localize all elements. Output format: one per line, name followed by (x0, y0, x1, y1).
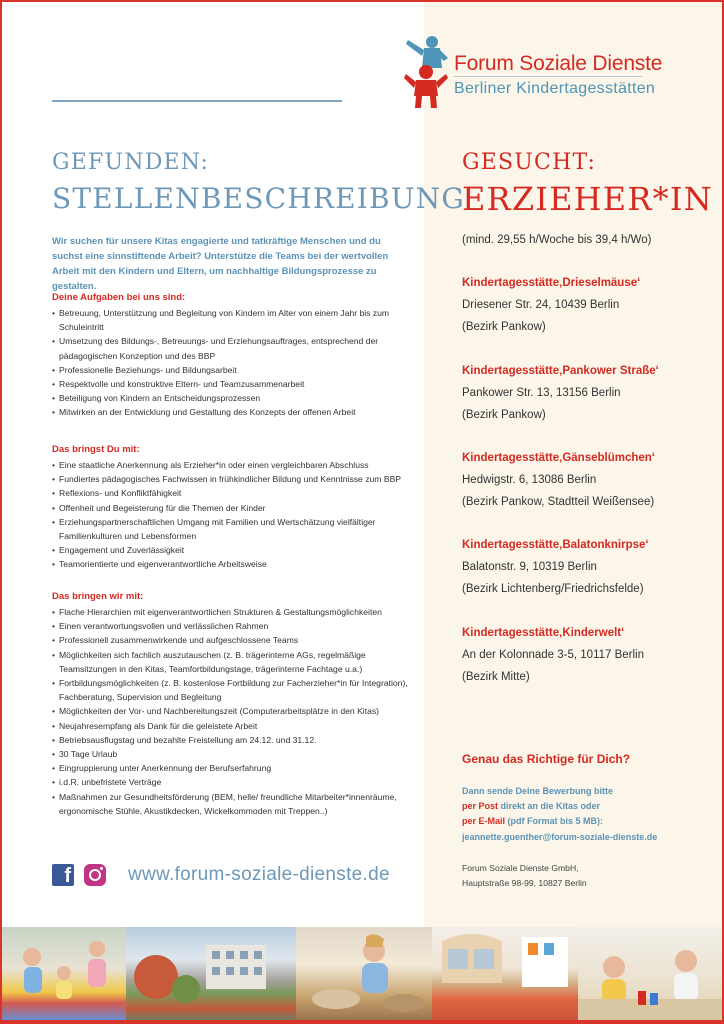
section-title: Deine Aufgaben bei uns sind: (52, 292, 186, 303)
kita-street: Driesener Str. 24, 10439 Berlin (462, 299, 620, 311)
kita-street: Balatonstr. 9, 10319 Berlin (462, 561, 597, 573)
sought-label: GESUCHT: (462, 150, 597, 175)
photo-kids-crafting (578, 927, 722, 1020)
list-item: • Möglichkeiten der Vor- und Nachbereitungszeit (Computerarbeitsplätze in den Kitas) (52, 704, 414, 718)
cta-email-rest: (pdf Format bis 5 MB): (505, 816, 604, 826)
address-line: Hauptstraße 98-99, 10827 Berlin (462, 878, 587, 888)
list-item: • 30 Tage Urlaub (52, 747, 414, 761)
cta-line: Dann sende Deine Bewerbung bitte (462, 786, 614, 796)
list-item: • Mitwirken an der Entwicklung und Gestaltung des Konzepts der offenen Arbeit (52, 405, 414, 419)
list-item: • Betreuung, Unterstützung und Begleitung von Kindern im Alter von einem Jahr bis zum Schuleintritt (52, 306, 414, 334)
website-link[interactable]: www.forum-soziale-dienste.de (128, 864, 390, 885)
photo-kids-playing (2, 927, 126, 1020)
section-title: Das bringen wir mit: (52, 591, 144, 602)
kita-district: (Bezirk Mitte) (462, 671, 530, 683)
list-item: • Respektvolle und konstruktive Eltern- und Teamzusammenarbeit (52, 377, 414, 391)
company-address (462, 861, 587, 891)
header-divider (52, 100, 342, 102)
kita-name: Kindertagesstätte‚Pankower Straße‘ (462, 365, 659, 377)
list-item: • Offenheit und Begeisterung für die Themen der Kinder (52, 501, 414, 515)
kita-name: Kindertagesstätte‚Balatonknirpse‘ (462, 539, 649, 551)
brand-name: Forum Soziale Dienste (454, 52, 663, 75)
benefits-section (52, 590, 414, 818)
tasks-section (52, 291, 414, 420)
list-item: • Eine staatliche Anerkennung als Erzieher*in oder einen vergleichbaren Abschluss (52, 458, 414, 472)
list-item: • Reflexions- und Konfliktfähigkeit (52, 486, 414, 500)
photo-strip (2, 927, 722, 1020)
brand-divider (454, 76, 642, 77)
intro-text: Wir suchen für unsere Kitas engagierte und tatkräftige Menschen und du suchst eine sinnstiftende Arbeit? Unterstütze die Teams bei der wertvollen Arbeit mit den Kindern und Eltern, um nachhaltige Bildungsprozesse zu gestalten. (52, 236, 389, 292)
kita-name: Kindertagesstätte‚Gänseblümchen‘ (462, 452, 655, 464)
list-item: • i.d.R. unbefristete Verträge (52, 775, 414, 789)
list-item: • Neujahresempfang als Dank für die geleistete Arbeit (52, 719, 414, 733)
photo-child-drumming (296, 927, 432, 1020)
kita-street: Pankower Str. 13, 13156 Berlin (462, 387, 621, 399)
logo-figure-icon (402, 34, 450, 108)
kita-entry (462, 622, 712, 688)
cta-email-bold: per E-Mail (462, 816, 506, 826)
kita-street: An der Kolonnade 3-5, 10117 Berlin (462, 649, 645, 661)
brand-subtitle: Berliner Kindertagesstätten (454, 80, 656, 97)
kita-entry (462, 272, 712, 338)
address-line: Forum Soziale Dienste GmbH, (462, 863, 579, 873)
found-label: GEFUNDEN: (52, 150, 210, 175)
photo-playroom (432, 927, 578, 1020)
kita-name: Kindertagesstätte‚Drieselmäuse‘ (462, 277, 641, 289)
kita-district: (Bezirk Lichtenberg/Friedrichsfelde) (462, 583, 644, 595)
list-item: • Möglichkeiten sich fachlich auszutauschen (z. B. trägerinterne AGs, regelmäßige Teamsitzungen in den Kitas, Teamfortbildungstage, trägerinterne Fachtage u.a.) (52, 648, 414, 676)
list-item: • Flache Hierarchien mit eigenverantwortlichen Strukturen & Gestaltungsmöglichkeiten (52, 605, 414, 619)
list-item: • Engagement und Zuverlässigkeit (52, 543, 414, 557)
section-title: Das bringst Du mit: (52, 444, 140, 455)
list-item: • Maßnahmen zur Gesundheitsförderung (BEM, helle/ freundliche Mitarbeiter*innenräume, ergonomische Stühle, Akustikdecken, Wickelkommoden mit Treppen..) (52, 790, 414, 818)
list-item: • Eingruppierung unter Anerkennung der Berufserfahrung (52, 761, 414, 775)
requirements-section (52, 443, 414, 572)
list-item: • Professionelle Beziehungs- und Bildungsarbeit (52, 363, 414, 377)
kita-name: Kindertagesstätte‚Kinderwelt‘ (462, 627, 625, 639)
photo-building-garden (126, 927, 296, 1020)
email-link[interactable]: jeannette.guenther@forum-soziale-dienste.de (462, 832, 658, 842)
requirements-list (52, 458, 414, 572)
kita-district: (Bezirk Pankow) (462, 321, 546, 333)
list-item: • Umsetzung des Bildungs-, Betreuungs- und Erziehungsauftrages, entsprechend der pädagogischen Konzeption und des BBP (52, 334, 414, 362)
kita-street: Hedwigstr. 6, 13086 Berlin (462, 474, 597, 486)
found-title: STELLENBESCHREIBUNG (52, 182, 465, 215)
kita-entry (462, 360, 712, 426)
kita-entry (462, 534, 712, 600)
list-item: • Erziehungspartnerschaftlichen Umgang mit Familien und Wertschätzung vielfältiger Familienkulturen und Lebensformen (52, 515, 414, 543)
sought-title: ERZIEHER*IN (462, 180, 713, 218)
working-hours: (mind. 29,55 h/Woche bis 39,4 h/Wo) (462, 234, 652, 246)
cta-line (462, 799, 712, 814)
cta-text (462, 784, 712, 829)
list-item: • Fundiertes pädagogisches Fachwissen in frühkindlicher Bildung und Kenntnisse zum BBP (52, 472, 414, 486)
cta-line (462, 814, 712, 829)
cta-post-bold: per Post (462, 801, 499, 811)
list-item: • Teamorientierte und eigenverantwortliche Arbeitsweise (52, 557, 414, 571)
benefits-list (52, 605, 414, 818)
facebook-icon[interactable]: f (52, 864, 74, 886)
cta-post-rest: direkt an die Kitas oder (498, 801, 601, 811)
brand-logo (402, 34, 722, 108)
list-item: • Einen verantwortungsvollen und verlässlichen Rahmen (52, 619, 414, 633)
list-item: • Betriebsausflugstag und bezahlte Freistellung am 24.12. und 31.12. (52, 733, 414, 747)
list-item: • Professionell zusammenwirkende und aufgeschlossene Teams (52, 633, 414, 647)
kita-district: (Bezirk Pankow, Stadtteil Weißensee) (462, 496, 655, 508)
list-item: • Fortbildungsmöglichkeiten (z. B. kostenlose Fortbildung zur Facherzieher*in für Integration), Fachberatung, Supervision und Begleitung (52, 676, 414, 704)
cta-title: Genau das Richtige für Dich? (462, 752, 631, 766)
tasks-list (52, 306, 414, 420)
kita-entry (462, 447, 712, 513)
instagram-icon[interactable] (84, 864, 106, 886)
list-item: • Beteiligung von Kindern an Entscheidungsprozessen (52, 391, 414, 405)
kita-district: (Bezirk Pankow) (462, 409, 546, 421)
